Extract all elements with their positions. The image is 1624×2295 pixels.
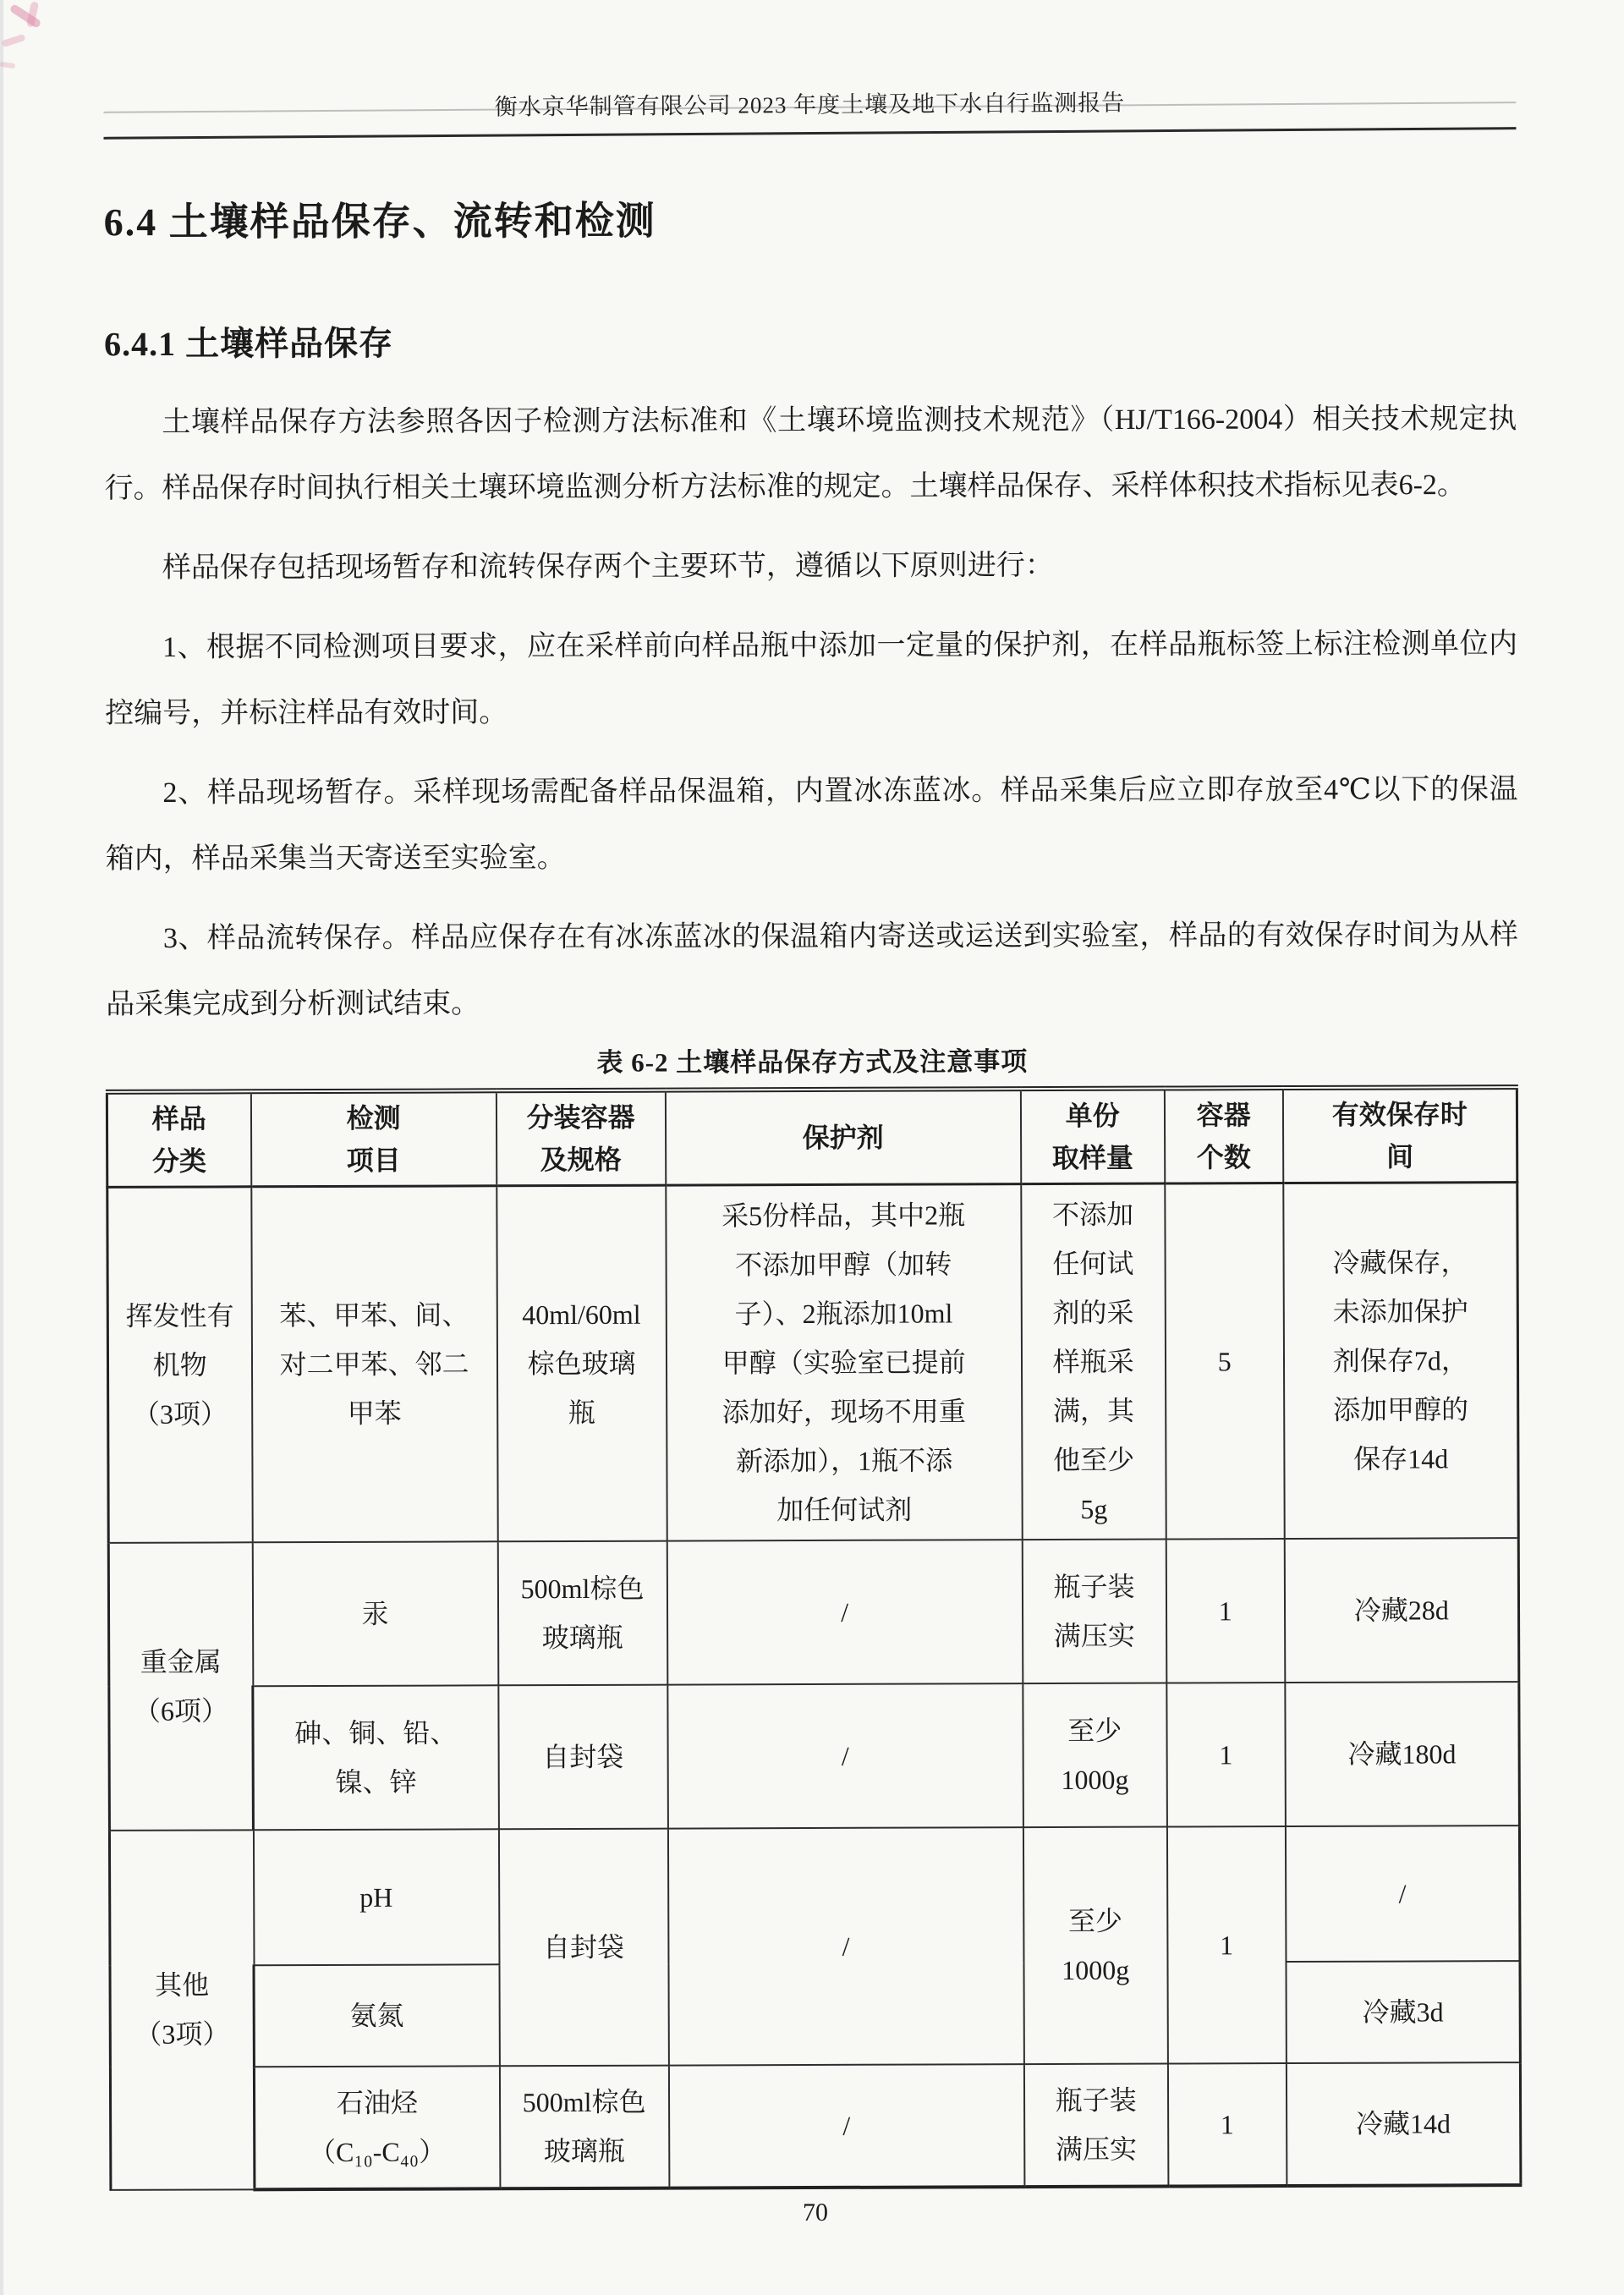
col-header-sample-category: 样品 分类 xyxy=(107,1091,250,1187)
cell-as-preservative: / xyxy=(667,1683,1023,1828)
col-header-preservative: 保护剂 xyxy=(665,1089,1020,1185)
col-header-valid-duration: 有效保存时 间 xyxy=(1283,1087,1517,1183)
cell-as-container: 自封袋 xyxy=(498,1684,668,1829)
cell-ph-items: pH xyxy=(253,1829,499,1965)
cell-tph-container: 500ml棕色 玻璃瓶 xyxy=(499,2065,669,2188)
cell-as-count: 1 xyxy=(1166,1683,1286,1826)
running-head-title: 衡水京华制管有限公司 2023 年度土壤及地下水自行监测报告 xyxy=(494,90,1126,120)
cell-voc-container: 40ml/60ml 棕色玻璃 瓶 xyxy=(497,1185,667,1541)
cell-as-items: 砷、铜、铅、 镍、锌 xyxy=(253,1685,499,1830)
cell-voc-amount: 不添加 任何试 剂的采 样瓶采 满，其 他至少 5g xyxy=(1021,1183,1166,1540)
cell-metal-group: 重金属 （6项） xyxy=(108,1542,253,1831)
table-row-petroleum xyxy=(110,2062,1520,2190)
table-header-row xyxy=(107,1087,1517,1187)
table-row-voc xyxy=(107,1183,1518,1543)
cell-voc-duration: 冷藏保存， 未添加保护 剂保存7d， 添加甲醇的 保存14d xyxy=(1283,1183,1518,1539)
col-header-test-items: 检测 项目 xyxy=(250,1090,496,1187)
cell-as-duration: 冷藏180d xyxy=(1285,1682,1519,1826)
cell-nh3-duration: 冷藏3d xyxy=(1286,1961,1520,2063)
table-row-ph xyxy=(109,1826,1520,1966)
scan-pink-mark xyxy=(1,34,25,47)
list-item-1: 1、根据不同检测项目要求，应在采样前向样品瓶中添加一定量的保护剂，在样品瓶标签上标注检测单位内控编号，并标注样品有效时间。 xyxy=(105,628,1518,730)
table-row-mercury xyxy=(108,1538,1519,1687)
subsection-title: 6.4.1 土壤样品保存 xyxy=(104,324,394,364)
scan-pink-mark xyxy=(0,62,15,69)
table-row-heavy-metals xyxy=(109,1682,1520,1831)
cell-other-group: 其他 （3项） xyxy=(109,1830,255,2190)
list-item-2: 2、样品现场暂存。采样现场需配备样品保温箱，内置冰冻蓝冰。样品采集后应立即存放至4℃以下的保温箱内，样品采集当天寄送至实验室。 xyxy=(105,773,1518,876)
cell-tph-items: 石油烃 （C₁₀-C₄₀） xyxy=(254,2066,500,2189)
running-head-rule xyxy=(104,127,1517,140)
cell-hg-count: 1 xyxy=(1166,1539,1285,1683)
cell-tph-amount: 瓶子装 满压实 xyxy=(1024,2063,1169,2187)
scan-pink-mark xyxy=(9,3,42,29)
cell-voc-preservative: 采5份样品，其中2瓶 不添加甲醇（加转 子）、2瓶添加10ml 甲醇（实验室已提前 添加好，现场不用重 新添加），1瓶不添 加任何试剂 xyxy=(666,1184,1023,1540)
cell-hg-amount: 瓶子装 满压实 xyxy=(1022,1539,1166,1683)
cell-nh3-items: 氨氮 xyxy=(254,1964,499,2067)
scan-pink-mark xyxy=(26,1,39,27)
cell-hg-duration: 冷藏28d xyxy=(1284,1538,1518,1683)
soil-sample-preservation-table xyxy=(106,1084,1522,2191)
running-head xyxy=(103,83,1516,127)
page-number: 70 xyxy=(802,2198,828,2226)
cell-hg-container: 500ml棕色 玻璃瓶 xyxy=(497,1540,667,1685)
cell-ph-amount: 至少 1000g xyxy=(1023,1826,1168,2064)
cell-tph-preservative: / xyxy=(669,2064,1025,2188)
paragraph-preservation-method: 土壤样品保存方法参照各因子检测方法标准和《土壤环境监测技术规范》（HJ/T166-2004）相关技术规定执行。样品保存时间执行相关土壤环境监测分析方法标准的规定。土壤样品保存、采样体积技术指标见表6-2。 xyxy=(104,403,1517,505)
list-item-3: 3、样品流转保存。样品应保存在有冰冻蓝冰的保温箱内寄送或运送到实验室，样品的有效保存时间为从样品采集完成到分析测试结束。 xyxy=(106,919,1519,1021)
table-caption: 表 6-2 土壤样品保存方式及注意事项 xyxy=(596,1046,1029,1078)
cell-tph-duration: 冷藏14d xyxy=(1287,2062,1521,2186)
cell-voc-count: 5 xyxy=(1165,1183,1284,1539)
col-header-sample-amount: 单份 取样量 xyxy=(1021,1089,1165,1184)
cell-tph-count: 1 xyxy=(1168,2063,1287,2186)
cell-hg-preservative: / xyxy=(667,1540,1023,1684)
section-title: 6.4 土壤样品保存、流转和检测 xyxy=(103,199,656,244)
cell-ph-preservative: / xyxy=(668,1827,1024,2065)
cell-ph-container: 自封袋 xyxy=(499,1828,669,2066)
cell-ph-duration: / xyxy=(1286,1826,1520,1962)
cell-ph-count: 1 xyxy=(1167,1826,1287,2063)
cell-voc-items: 苯、甲苯、间、 对二甲苯、邻二 甲苯 xyxy=(251,1186,498,1542)
paragraph-preservation-principles: 样品保存包括现场暂存和流转保存两个主要环节，遵循以下原则进行： xyxy=(162,550,1054,585)
col-header-container-spec: 分装容器 及规格 xyxy=(496,1090,665,1186)
page-content xyxy=(0,85,1624,2230)
cell-hg-items: 汞 xyxy=(252,1541,498,1686)
cell-voc-category: 挥发性有 机物 （3项） xyxy=(107,1187,252,1543)
col-header-container-count: 容器 个数 xyxy=(1165,1088,1283,1183)
cell-as-amount: 至少 1000g xyxy=(1023,1683,1167,1827)
